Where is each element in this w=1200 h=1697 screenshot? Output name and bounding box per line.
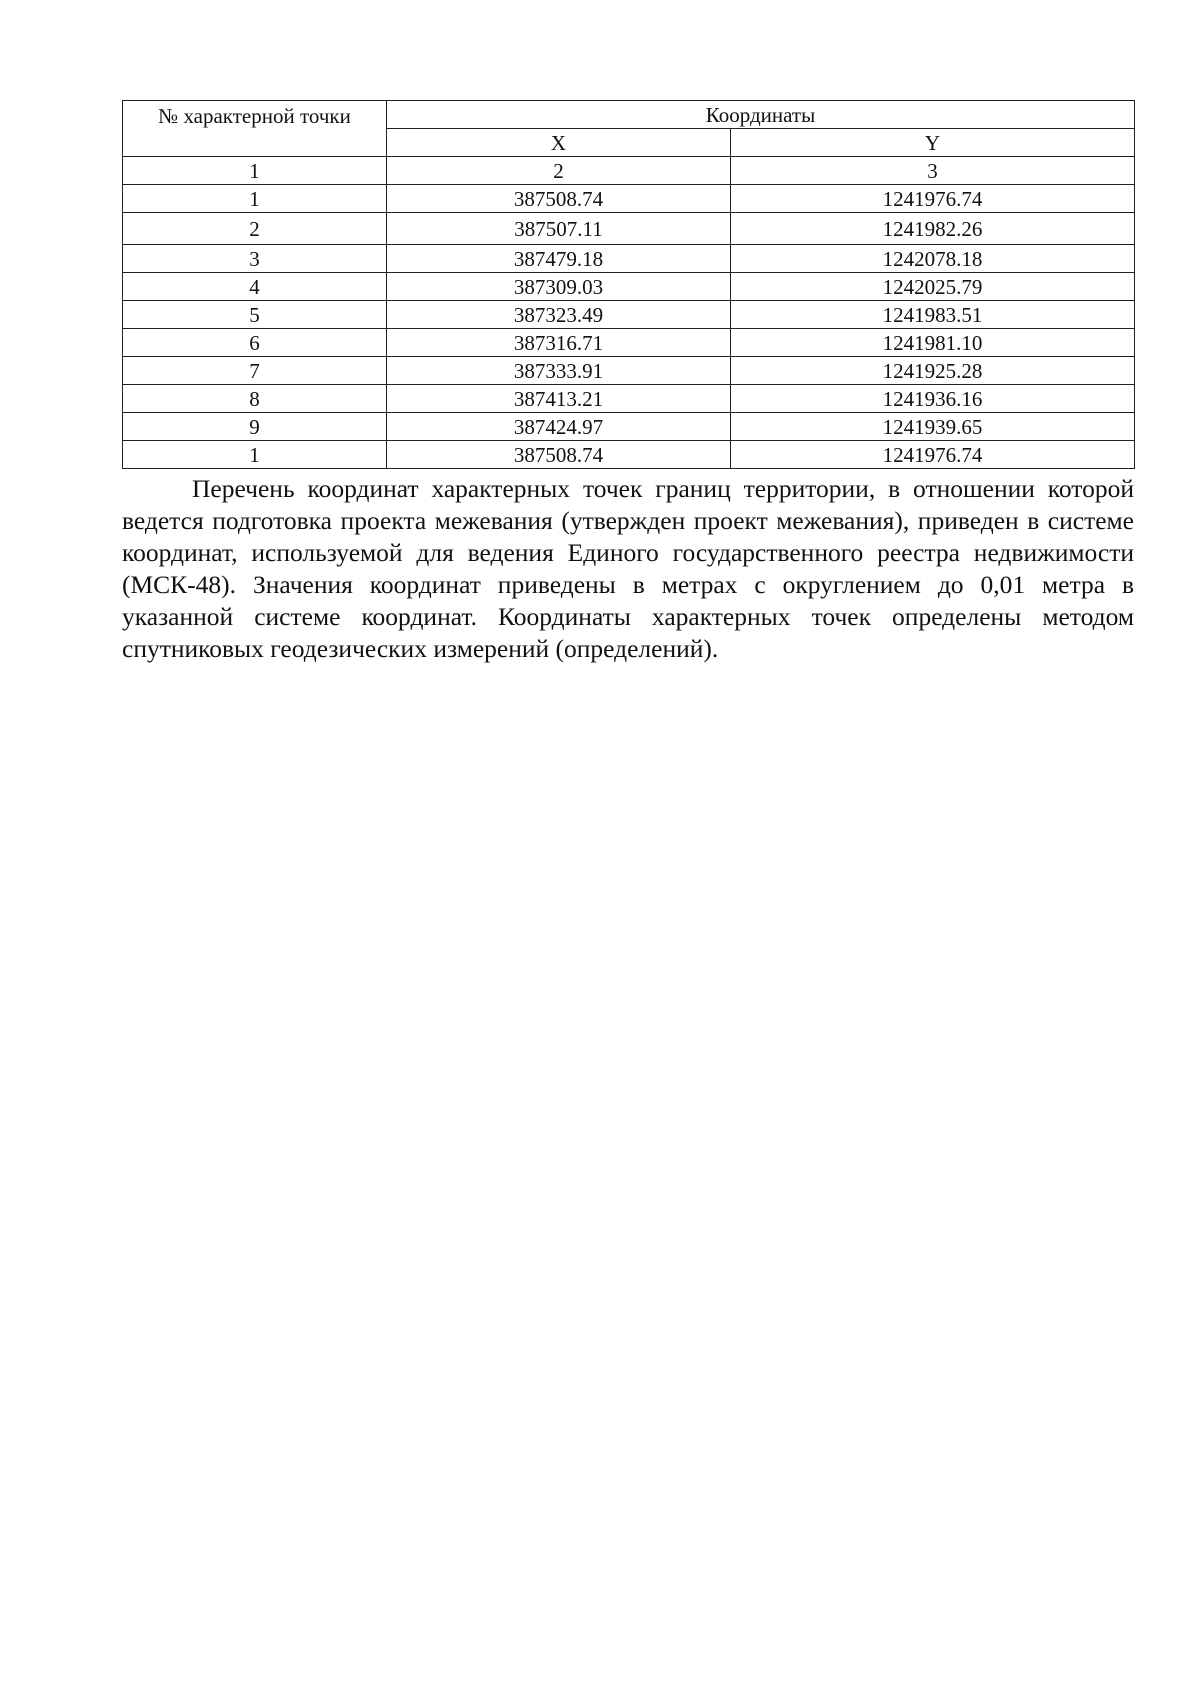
description-paragraph: Перечень координат характерных точек границ территории, в отношении которой ведется подготовка проекта межевания (утвержден проект межевания), приведен в системе координат, используемой для ведения Единого государственного реестра недвижимости (МСК-48). Значения координат приведены в метрах с округлением до 0,01 метра в указанной системе координат. Координаты характерных точек определены методом спутниковых геодезических измерений (определений). [122,474,1134,663]
point-cell: 9 [123,413,387,441]
y-cell: 1241982.26 [731,213,1135,245]
point-cell: 1 [123,441,387,469]
x-cell: 387323.49 [387,301,731,329]
y-cell: 1241936.16 [731,385,1135,413]
x-cell: 387309.03 [387,273,731,301]
column-number: 1 [123,157,387,185]
table-header-row [123,101,1135,129]
x-cell: 387508.74 [387,185,731,213]
point-cell: 7 [123,357,387,385]
point-cell: 5 [123,301,387,329]
x-cell: 387479.18 [387,245,731,273]
x-header: X [387,129,731,157]
document-page [122,100,1134,665]
x-cell: 387424.97 [387,413,731,441]
table-row [123,301,1135,329]
point-cell: 1 [123,185,387,213]
x-cell: 387413.21 [387,385,731,413]
x-cell: 387507.11 [387,213,731,245]
x-cell: 387316.71 [387,329,731,357]
x-cell: 387333.91 [387,357,731,385]
y-cell: 1241976.74 [731,441,1135,469]
y-cell: 1241925.28 [731,357,1135,385]
table-row [123,213,1135,245]
column-number: 3 [731,157,1135,185]
y-cell: 1241976.74 [731,185,1135,213]
table-row [123,413,1135,441]
point-number-header: № характерной точки [123,101,387,157]
table-row [123,245,1135,273]
coordinates-table [122,100,1135,469]
y-header: Y [731,129,1135,157]
coordinates-header: Координаты [387,101,1135,129]
table-row [123,385,1135,413]
column-number-row [123,157,1135,185]
point-cell: 6 [123,329,387,357]
y-cell: 1242078.18 [731,245,1135,273]
y-cell: 1241939.65 [731,413,1135,441]
table-row [123,357,1135,385]
point-cell: 8 [123,385,387,413]
x-cell: 387508.74 [387,441,731,469]
y-cell: 1242025.79 [731,273,1135,301]
y-cell: 1241981.10 [731,329,1135,357]
point-cell: 3 [123,245,387,273]
point-cell: 2 [123,213,387,245]
column-number: 2 [387,157,731,185]
table-row [123,273,1135,301]
table-row [123,185,1135,213]
table-row [123,441,1135,469]
y-cell: 1241983.51 [731,301,1135,329]
table-row [123,329,1135,357]
point-cell: 4 [123,273,387,301]
